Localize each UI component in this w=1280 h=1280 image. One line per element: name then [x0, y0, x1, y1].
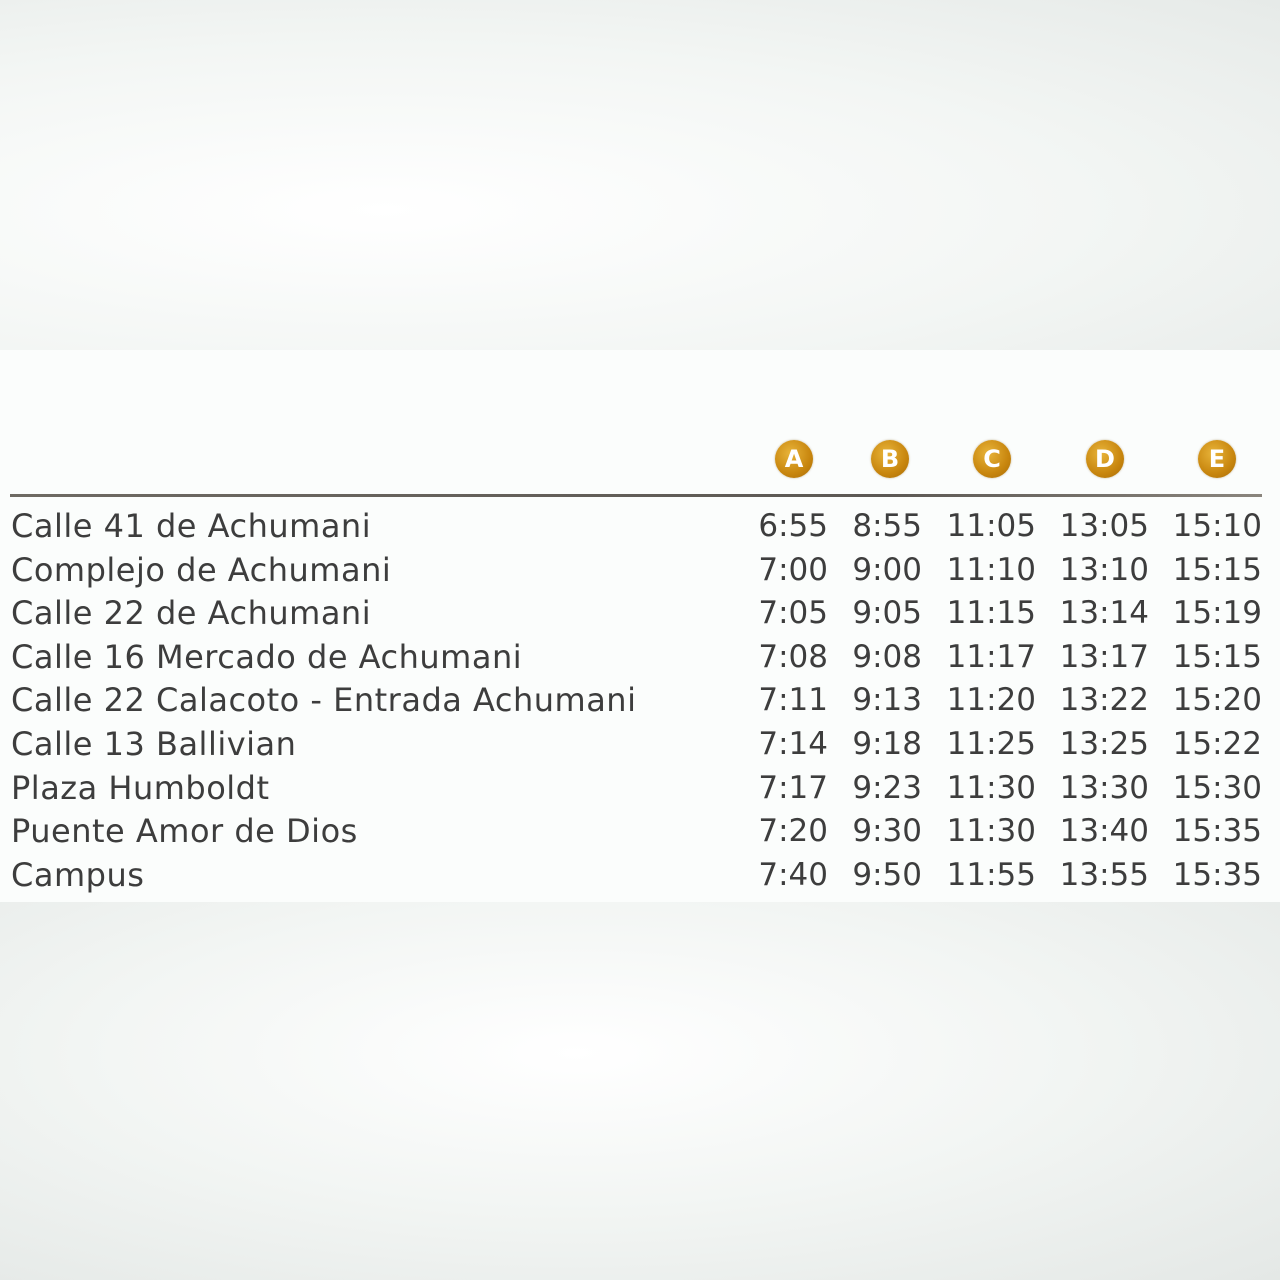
- time-cell: 11:25: [946, 725, 1036, 762]
- table-row: [0, 767, 1280, 811]
- table-row: [0, 636, 1280, 680]
- time-cell: 15:10: [1172, 508, 1262, 544]
- time-cell: 9:05: [852, 595, 922, 632]
- time-cell: 7:08: [758, 638, 828, 675]
- time-cell: 11:55: [946, 856, 1036, 893]
- time-cell: 8:55: [852, 508, 922, 544]
- time-cell: 11:17: [946, 638, 1036, 675]
- stop-name: Complejo de Achumani: [11, 550, 392, 589]
- time-cell: 15:20: [1172, 682, 1262, 719]
- table-row: [0, 505, 1280, 549]
- time-cell: 7:20: [758, 813, 828, 850]
- time-cell: 9:50: [852, 856, 922, 893]
- time-cell: 13:05: [1059, 508, 1149, 544]
- time-cell: 11:30: [946, 813, 1036, 850]
- column-badge-e: E: [1198, 440, 1236, 478]
- time-cell: 15:35: [1172, 813, 1262, 850]
- stop-name: Calle 22 Calacoto - Entrada Achumani: [11, 681, 637, 720]
- column-badge-c: C: [973, 440, 1011, 478]
- time-cell: 13:14: [1059, 595, 1149, 632]
- background-top: [0, 0, 1280, 350]
- time-cell: 15:19: [1172, 595, 1262, 632]
- stop-name: Calle 41 de Achumani: [11, 507, 372, 545]
- time-cell: 7:40: [758, 856, 828, 893]
- table-row: [0, 810, 1280, 854]
- time-cell: 9:13: [852, 682, 922, 719]
- column-badge-a: A: [775, 440, 813, 478]
- time-cell: 13:25: [1059, 725, 1149, 762]
- time-cell: 13:17: [1059, 638, 1149, 675]
- stop-name: Calle 16 Mercado de Achumani: [11, 637, 523, 676]
- time-cell: 7:05: [758, 595, 828, 632]
- table-row: [0, 723, 1280, 767]
- stop-name: Calle 13 Ballivian: [11, 724, 297, 763]
- background-bottom: [0, 902, 1280, 1280]
- time-cell: 11:20: [946, 682, 1036, 719]
- time-cell: 13:30: [1059, 769, 1149, 806]
- schedule-table: [0, 505, 1280, 897]
- time-cell: 9:23: [852, 769, 922, 806]
- column-badge-d: D: [1086, 440, 1124, 478]
- stop-name: Calle 22 de Achumani: [11, 594, 372, 633]
- time-cell: 7:14: [758, 725, 828, 762]
- stop-name: Plaza Humboldt: [11, 768, 270, 807]
- table-row: [0, 549, 1280, 593]
- table-row: [0, 679, 1280, 723]
- time-cell: 9:18: [852, 725, 922, 762]
- time-cell: 6:55: [758, 508, 828, 544]
- time-cell: 7:17: [758, 769, 828, 806]
- column-badge-b: B: [871, 440, 909, 478]
- time-cell: 9:30: [852, 813, 922, 850]
- time-cell: 15:30: [1172, 769, 1262, 806]
- time-cell: 11:15: [946, 595, 1036, 632]
- time-cell: 13:22: [1059, 682, 1149, 719]
- time-cell: 15:22: [1172, 725, 1262, 762]
- stop-name: Puente Amor de Dios: [11, 812, 358, 851]
- time-cell: 15:15: [1172, 551, 1262, 588]
- table-row: [0, 592, 1280, 636]
- header-divider: [10, 494, 1262, 497]
- time-cell: 11:30: [946, 769, 1036, 806]
- table-row: [0, 854, 1280, 898]
- time-cell: 13:40: [1059, 813, 1149, 850]
- time-cell: 11:10: [946, 551, 1036, 588]
- time-cell: 9:08: [852, 638, 922, 675]
- time-cell: 13:55: [1059, 856, 1149, 893]
- time-cell: 7:11: [758, 682, 828, 719]
- time-cell: 9:00: [852, 551, 922, 588]
- time-cell: 11:05: [946, 508, 1036, 544]
- time-cell: 7:00: [758, 551, 828, 588]
- stop-name: Campus: [11, 855, 145, 894]
- time-cell: 15:15: [1172, 638, 1262, 675]
- time-cell: 15:35: [1172, 856, 1262, 893]
- time-cell: 13:10: [1059, 551, 1149, 588]
